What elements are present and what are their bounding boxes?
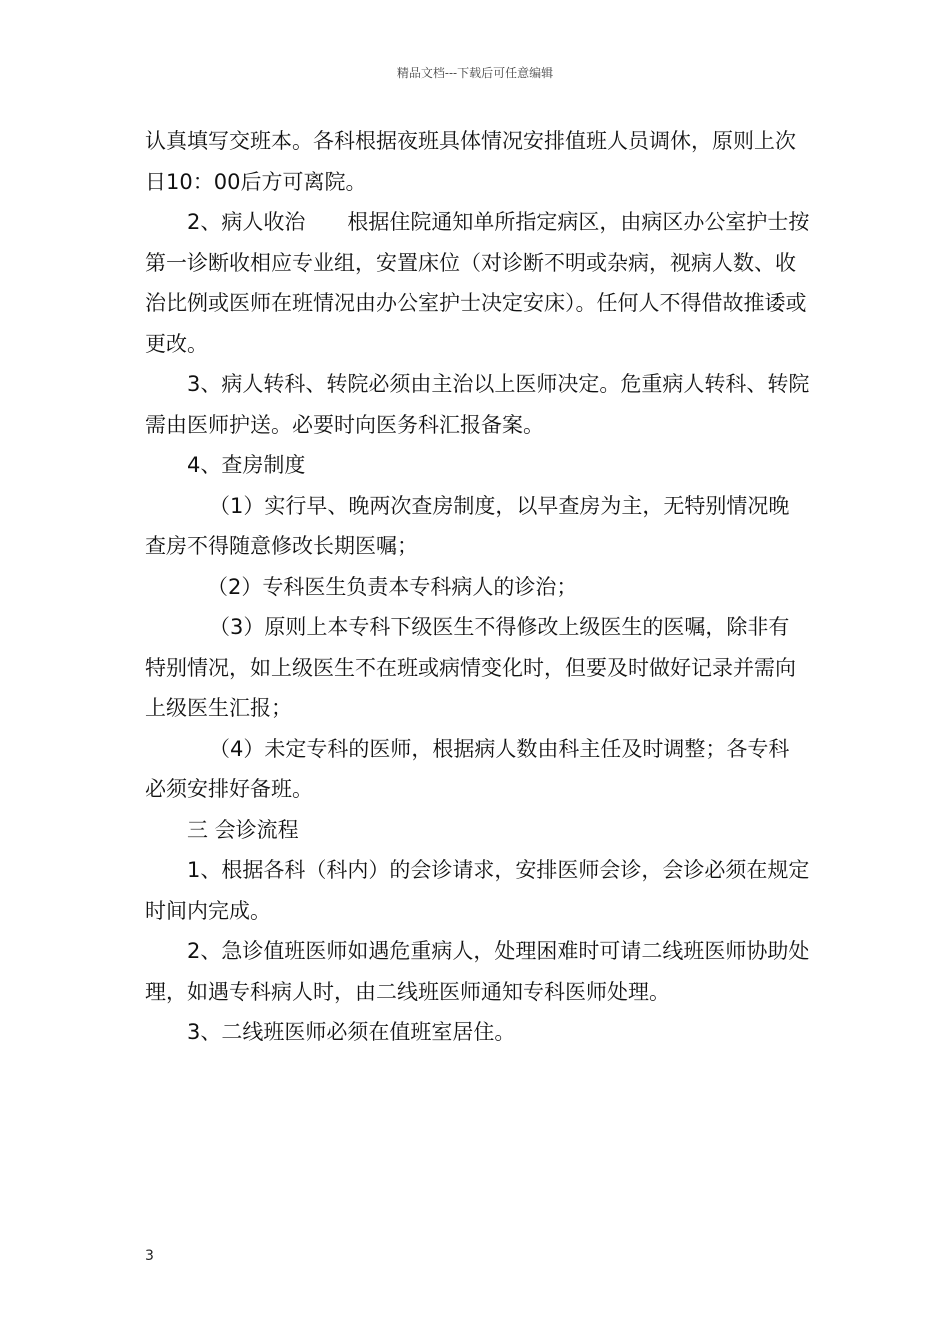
page-number: 3 bbox=[145, 1248, 154, 1264]
paragraph-patient-transfer: 3、病人转科、转院必须由主治以上医师决定。危重病人转科、转院需由医师护送。必要时向医务科汇报备案。 bbox=[145, 372, 810, 437]
page-header: 精品文档---下载后可任意编辑 bbox=[396, 66, 554, 80]
paragraph-continuation: 认真填写交班本。各科根据夜班具体情况安排值班人员调休，原则上次日10：00后方可离院。 bbox=[145, 129, 796, 194]
paragraph-consultation-1: 1、根据各科（科内）的会诊请求，安排医师会诊，会诊必须在规定时间内完成。 bbox=[145, 858, 810, 923]
section-heading-ward-rounds: 4、查房制度 bbox=[187, 453, 306, 477]
paragraph-consultation-2: 2、急诊值班医师如遇危重病人，处理困难时可请二线班医师协助处理，如遇专科病人时，由二线班医师通知专科医师处理。 bbox=[145, 939, 810, 1004]
list-item-rounds-1: （1）实行早、晚两次查房制度，以早查房为主，无特别情况晚查房不得随意修改长期医嘱； bbox=[145, 493, 790, 558]
list-item-rounds-2: （2）专科医生负责本专科病人的诊治； bbox=[207, 574, 578, 599]
paragraph-patient-admission: 2、病人收治 根据住院通知单所指定病区，由病区办公室护士按第一诊断收相应专业组，安置床位（对诊断不明或杂病，视病人数、收治比例或医师在班情况由办公室护士决定安床）。任何人不得借故推诿或更改。 bbox=[145, 210, 810, 356]
list-item-rounds-4: （4）未定专科的医师，根据病人数由科主任及时调整；各专科必须安排好备班。 bbox=[145, 736, 790, 801]
list-item-rounds-3: （3）原则上本专科下级医生不得修改上级医生的医嘱，除非有特别情况，如上级医生不在班或病情变化时，但要及时做好记录并需向上级医生汇报； bbox=[145, 615, 796, 720]
document-body bbox=[145, 121, 810, 1053]
section-heading-consultation: 三 会诊流程 bbox=[187, 817, 299, 842]
paragraph-consultation-3: 3、二线班医师必须在值班室居住。 bbox=[187, 1020, 516, 1044]
